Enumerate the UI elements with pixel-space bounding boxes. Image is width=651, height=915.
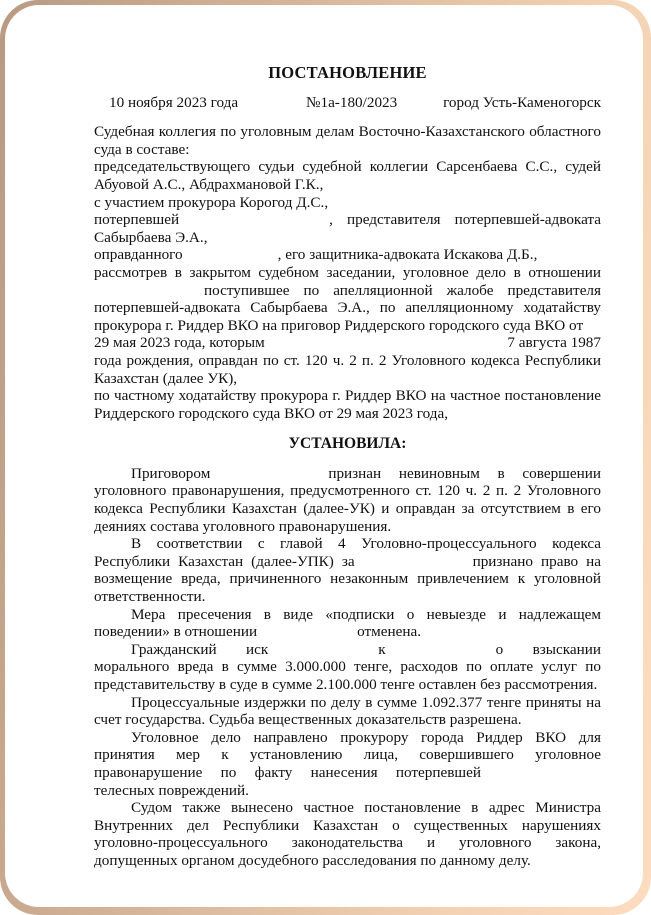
verdict-date: 29 мая 2023 года, которым — [94, 334, 265, 352]
case-number: №1а-180/2023 — [305, 93, 398, 111]
body-civil-claim — [94, 641, 601, 694]
section-title: УСТАНОВИЛА: — [288, 435, 407, 453]
victim-representative: , представителя потерпевшей-адвоката — [329, 211, 601, 229]
intro-court: Судебная коллегия по уголовным делам Восточно-Казахстанского областного суда в составе: — [94, 123, 601, 158]
body-referral — [94, 729, 601, 799]
acquitted-label: оправданного — [94, 246, 183, 264]
intro-judges: председательствующего судьи судебной коллегии Сарсенбаева С.С., судей Абуовой А.С., Абдрахмановой Г.К., — [94, 158, 601, 193]
document-meta — [94, 94, 601, 112]
intro-considered: рассмотрев в закрытом судебном заседании, уголовное дело в отношении — [94, 263, 601, 281]
verdict-label: Приговором — [131, 464, 211, 482]
rehab-label: В соответствии с главой 4 Уголовно-процессуального кодекса Республики Казахстан (далее-УПК) за — [94, 535, 601, 570]
victim-label: потерпевшей — [94, 211, 180, 229]
intro-victim-lawyer: Сабырбаева Э.А., — [94, 228, 208, 246]
court-ruling-document — [94, 60, 601, 870]
intro-received — [94, 282, 601, 300]
intro-victim — [94, 211, 601, 229]
intro-prosecutor: с участием прокурора Корогод Д.С., — [94, 193, 329, 211]
intro-acquittal: года рождения, оправдан по ст. 120 ч. 2 п. 2 Уголовного кодекса Республики Казахстан (далее УК), — [94, 351, 601, 387]
measure-text: отменена. — [357, 623, 422, 641]
ruling-date: 10 ноября 2023 года — [109, 93, 239, 111]
verdict-text: признан невиновным в совершении уголовного правонарушения, предусмотренного ст. 120 ч. 2 п. 2 Уголовного кодекса Республики Казахстан (далее-УК) и оправдан за отсутствием в его деяниях состава уголовного правонарушения. — [94, 464, 601, 535]
body-verdict — [94, 465, 601, 535]
rehab-text: признано право на возмещение вреда, причиненного незаконным привлечением к уголовной ответственности. — [94, 552, 601, 606]
ruling-city: город Усть-Каменогорск — [443, 93, 601, 111]
intro-verdict-line — [94, 334, 601, 352]
body-rehabilitation — [94, 535, 601, 605]
received-text: поступившее по апелляционной жалобе представителя — [204, 281, 601, 299]
claim-label: Гражданский иск — [131, 640, 269, 658]
intro-private-motion: по частному ходатайству прокурора г. Риддер ВКО на частное постановление Риддерского городского суда ВКО от 29 мая 2023 года, — [94, 387, 601, 422]
body-private-ruling: Судом также вынесено частное постановление в адрес Министра Внутренних дел Республики Казахстан о существенных нарушениях уголовно-процессуального законодательства и уголовного закона, допущенных органом досудебного расследования по данному делу. — [94, 799, 601, 869]
referral-injuries: телесных повреждений. — [94, 781, 249, 799]
body-preventive-measure — [94, 606, 601, 641]
measure-label: Мера пресечения в виде «подписки о невыезде и надлежащем поведении» в отношении — [94, 605, 601, 641]
claim-against: к — [378, 640, 386, 658]
claim-recovery: о взыскании — [495, 640, 601, 658]
referral-text: Уголовное дело направлено прокурору города Риддер ВКО для принятия мер к установлению лица, совершившего уголовное правонарушение по факту нанесения потерпевшей — [94, 728, 601, 781]
claim-text: морального вреда в сумме 3.000.000 тенге, расходов по оплате услуг по представительству в суде в сумме 2.100.000 тенге оставлен без рассмотрения. — [94, 658, 601, 693]
body-costs: Процессуальные издержки по делу в сумме 1.092.377 тенге приняты на счет государства. Судьба вещественных доказательств разрешена. — [94, 693, 601, 729]
defender: , его защитника-адвоката Искакова Д.Б., — [277, 246, 538, 264]
document-title: ПОСТАНОВЛЕНИЕ — [268, 63, 427, 82]
intro-acquitted — [94, 246, 601, 264]
intro-appeal: потерпевшей-адвоката Сабырбаева Э.А., по апелляционному ходатайству прокурора г. Риддер ВКО на приговор Риддерского городского суда ВКО от — [94, 299, 601, 334]
birth-date: 7 августа 1987 — [507, 334, 601, 352]
